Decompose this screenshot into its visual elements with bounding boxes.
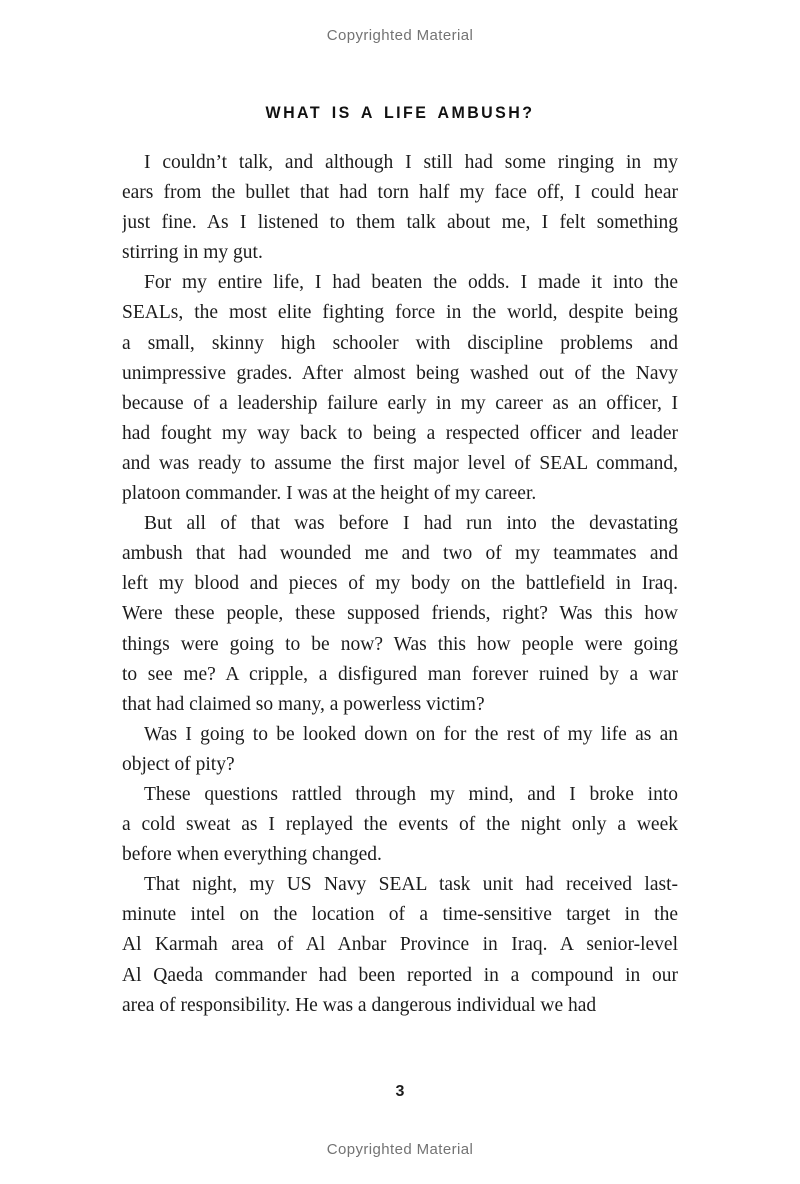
paragraph [122, 870, 678, 1020]
text-line: area of responsibility. He was a dangerous individual we had [122, 994, 597, 1016]
text-line: Al Qaeda commander had been reported in a compound in our [122, 964, 678, 986]
text-line: that had claimed so many, a powerless victim? [122, 693, 485, 715]
text-line: because of a leadership failure early in my career as an officer, I [122, 392, 678, 414]
text-line: ears from the bullet that had torn half my face off, I could hear [122, 182, 678, 204]
page-number: 3 [395, 1083, 405, 1100]
copyright-notice-top: Copyrighted Material [326, 27, 474, 44]
text-line: before when everything changed. [122, 844, 382, 866]
text-line: minute intel on the location of a time-sensitive target in the [122, 904, 678, 926]
text-line: For my entire life, I had beaten the odds. I made it into the [144, 272, 678, 294]
text-line: had fought my way back to being a respected officer and leader [122, 422, 678, 444]
text-line: I couldn’t talk, and although I still had some ringing in my [144, 152, 678, 173]
text-line: SEALs, the most elite fighting force in the world, despite being [122, 302, 678, 324]
paragraph [122, 268, 678, 509]
text-line: unimpressive grades. After almost being washed out of the Navy [122, 362, 678, 384]
text-line: Were these people, these supposed friends, right? Was this how [122, 603, 678, 625]
paragraph [122, 780, 678, 870]
text-line: left my blood and pieces of my body on the battlefield in Iraq. [122, 573, 678, 595]
text-line: stirring in my gut. [122, 242, 263, 264]
text-line: platoon commander. I was at the height of my career. [122, 483, 537, 505]
text-line: things were going to be now? Was this how people were going [122, 633, 678, 655]
paragraph [122, 148, 678, 268]
text-line: a small, skinny high schooler with discipline problems and [122, 332, 678, 354]
text-line: That night, my US Navy SEAL task unit had received last- [144, 874, 678, 896]
text-line: to see me? A cripple, a disfigured man forever ruined by a war [122, 663, 678, 685]
text-line: just fine. As I listened to them talk about me, I felt something [122, 212, 678, 234]
text-line: ambush that had wounded me and two of my teammates and [122, 543, 678, 565]
paragraph [122, 509, 678, 720]
text-line: Al Karmah area of Al Anbar Province in Iraq. A senior-level [122, 934, 678, 956]
text-line: object of pity? [122, 753, 235, 775]
text-line: But all of that was before I had run into the devastating [144, 513, 678, 535]
text-line: a cold sweat as I replayed the events of the night only a week [122, 814, 678, 836]
text-line: These questions rattled through my mind, and I broke into [144, 783, 678, 805]
body-text [122, 148, 678, 1021]
text-line: and was ready to assume the first major level of SEAL command, [122, 452, 678, 474]
text-line: Was I going to be looked down on for the rest of my life as an [144, 723, 678, 745]
paragraph [122, 720, 678, 780]
chapter-heading: WHAT IS A LIFE AMBUSH? [265, 103, 535, 122]
copyright-notice-bottom: Copyrighted Material [326, 1141, 474, 1158]
